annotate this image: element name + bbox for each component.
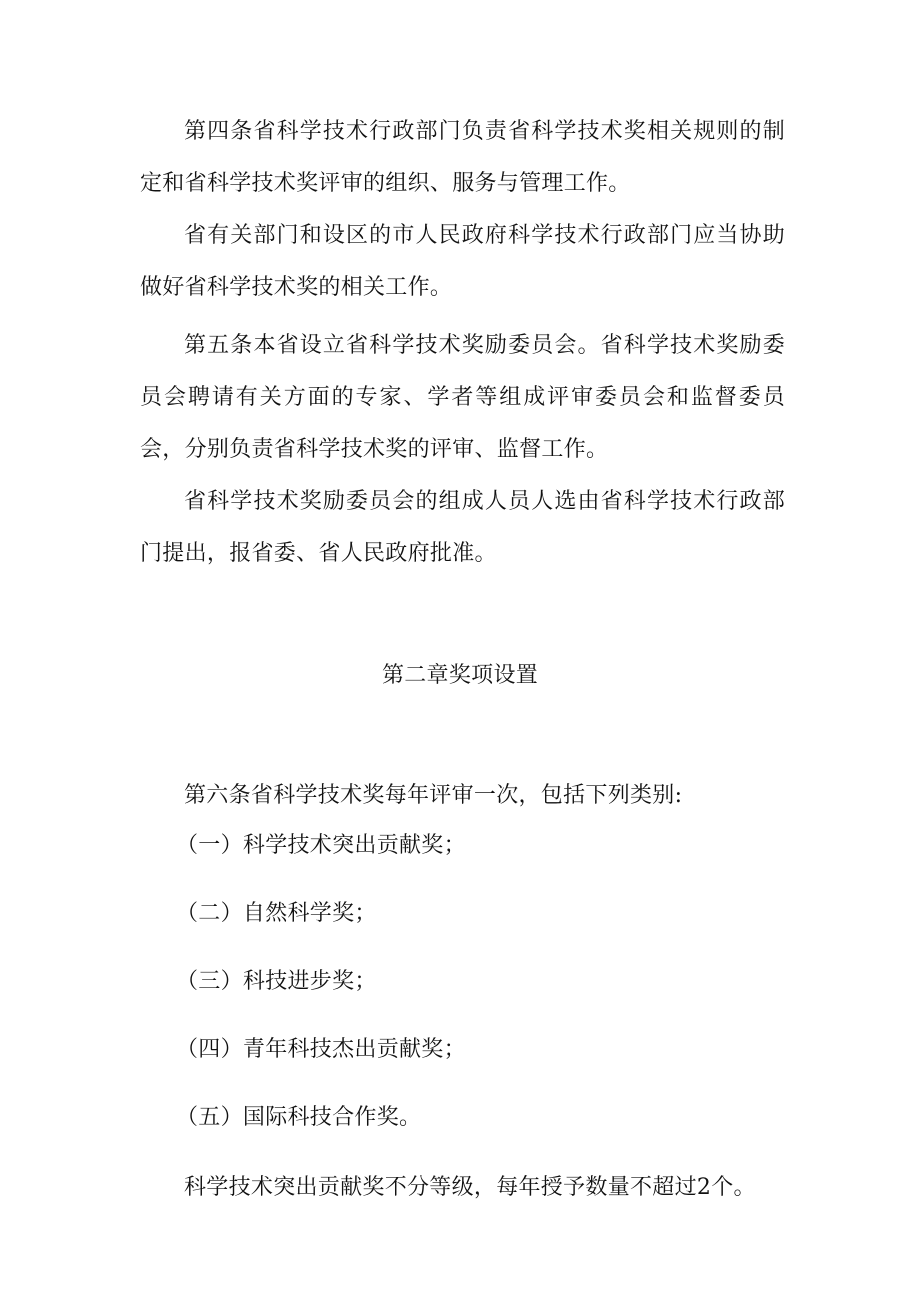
article-5-paragraph-1: 第五条本省设立省科学技术奖励委员会。省科学技术奖励委员会聘请有关方面的专家、学者等组成评审委员会和监督委员会，分别负责省科学技术奖的评审、监督工作。 xyxy=(140,333,785,462)
award-category-item-2: （二）自然科学奖； xyxy=(176,901,377,926)
chapter-2-heading: 第二章奖项设置 xyxy=(381,663,539,688)
article-4-paragraph-2: 省有关部门和设区的市人民政府科学技术行政部门应当协助做好省科学技术奖的相关工作。 xyxy=(140,223,785,300)
award-category-item-4: （四）青年科技杰出贡献奖； xyxy=(176,1037,466,1062)
award-category-item-1: （一）科学技术突出贡献奖； xyxy=(176,833,466,858)
article-5-paragraph-2: 省科学技术奖励委员会的组成人员人选由省科学技术行政部门提出，报省委、省人民政府批准。 xyxy=(140,489,785,566)
award-category-item-3: （三）科技进步奖； xyxy=(176,969,377,994)
article-6-note: 科学技术突出贡献奖不分等级，每年授予数量不超过2个。 xyxy=(184,1175,756,1200)
award-category-item-5: （五）国际科技合作奖。 xyxy=(176,1105,422,1130)
article-6-intro: 第六条省科学技术奖每年评审一次，包括下列类别: xyxy=(184,783,683,808)
article-4-paragraph-1: 第四条省科学技术行政部门负责省科学技术奖相关规则的制定和省科学技术奖评审的组织、服务与管理工作。 xyxy=(140,119,785,196)
